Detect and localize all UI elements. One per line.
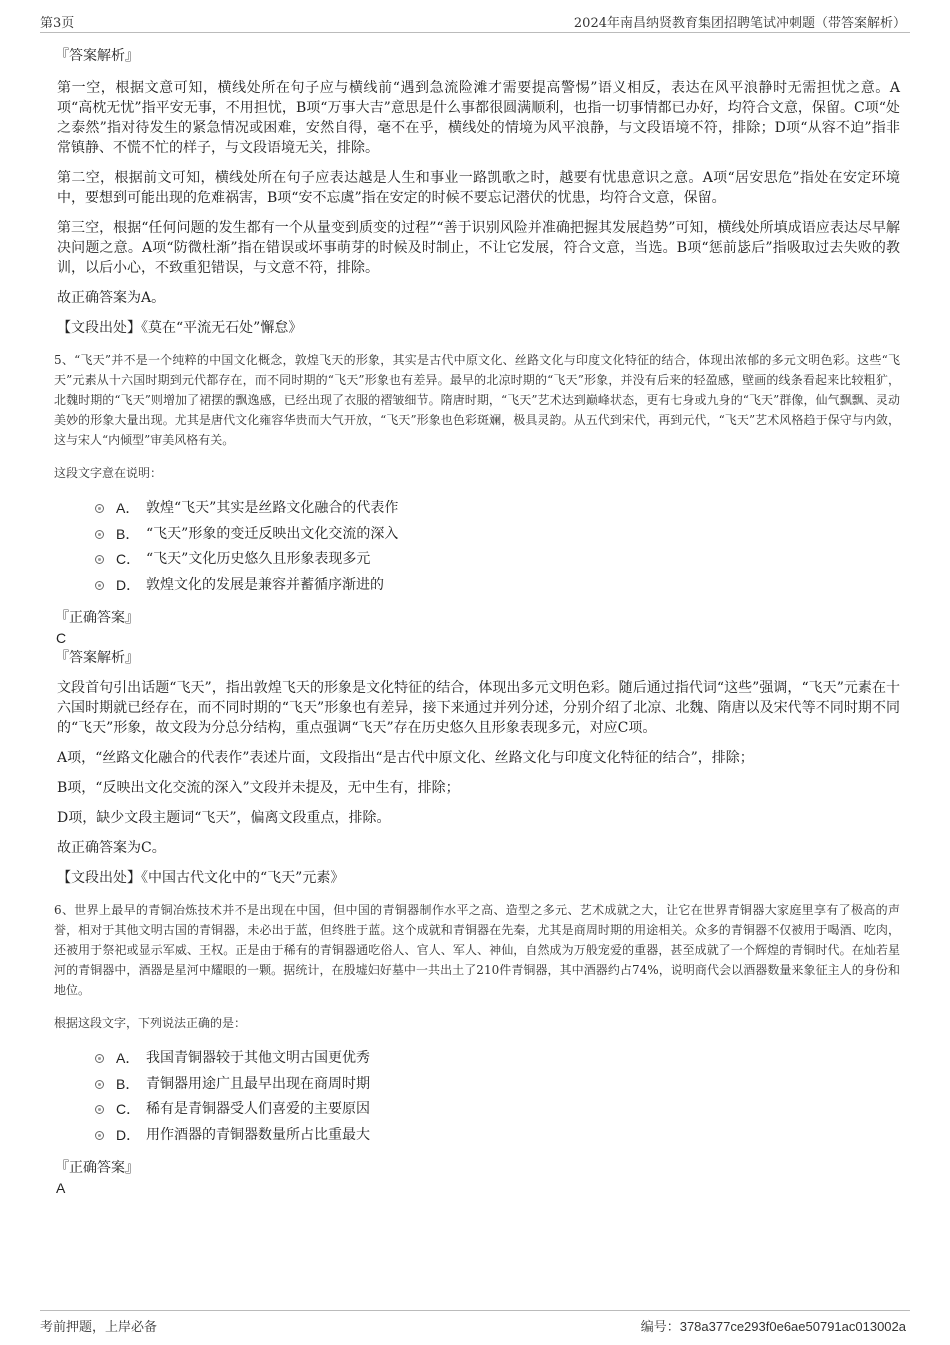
question-prompt: 这段文字意在说明：	[54, 466, 163, 480]
analysis-label: 『答案解析』	[55, 48, 139, 64]
radio-button[interactable]	[95, 530, 104, 539]
radio-button[interactable]	[95, 1105, 104, 1114]
option-letter: A．	[116, 1050, 140, 1066]
option-letter: B．	[116, 1075, 140, 1092]
option-text: 用作酒器的青铜器数量所占比重最大	[146, 1126, 370, 1143]
code-label: 编号：	[640, 1319, 680, 1334]
radio-button[interactable]	[95, 555, 104, 564]
radio-button[interactable]	[95, 1054, 104, 1063]
option-c[interactable]	[95, 547, 900, 573]
correct-answer: C	[56, 630, 67, 646]
option-text: “飞天”文化历史悠久且形象表现多元	[146, 551, 371, 567]
correct-answer: A	[56, 1180, 66, 1196]
page-header	[40, 10, 910, 33]
radio-button[interactable]	[95, 504, 104, 513]
correct-answer-label: 『正确答案』	[55, 1160, 139, 1176]
page-content	[55, 46, 900, 1198]
source-citation: 【文段出处】《中国古代文化中的“飞天”元素》	[57, 870, 345, 886]
option-letter: C．	[116, 551, 141, 567]
answer-conclusion: 故正确答案为A。	[57, 290, 166, 306]
document-code	[641, 1316, 906, 1335]
analysis-paragraph: D项，缺少文段主题词“飞天”，偏离文段重点，排除。	[57, 810, 391, 826]
correct-answer-label: 『正确答案』	[55, 610, 139, 626]
option-text: 敦煌文化的发展是兼容并蓄循序渐进的	[146, 576, 384, 593]
option-text: 敦煌“飞天”其实是丝路文化融合的代表作	[146, 500, 399, 516]
option-text: 我国青铜器较于其他文明古国更优秀	[146, 1050, 370, 1066]
question-stem: 6、世界上最早的青铜冶炼技术并不是出现在中国，但中国的青铜器制作水平之高、造型之多元、艺术成就之大，让它在世界青铜器大家庭里享有了极高的声誉，相对于其他文明古国的青铜器，未必出于蓝，但终胜于蓝。这个成就和青铜器在先秦，尤其是商周时期的用途相关。众多的青铜器不仅被用于喝酒、吃肉，还被用于祭祀或显示军威、王权。正是由于稀有的青铜器通吃俗人、官人、军人、神仙，自然成为万般宠爱的重器，甚至成就了一个辉煌的青铜时代。在灿若星河的青铜器中，酒器是星河中耀眼的一颗。据统计，在殷墟妇好墓中一共出土了210件青铜器，其中酒器约占74%，说明商代会以酒器数量来象征主人的身份和地位。	[54, 903, 900, 997]
analysis-paragraph: A项，“丝路文化融合的代表作”表述片面，文段指出“是古代中原文化、丝路文化与印度文化特征的结合”，排除；	[57, 750, 754, 766]
radio-button[interactable]	[95, 1080, 104, 1089]
radio-button[interactable]	[95, 581, 104, 590]
code-value: 378a377ce293f0e6ae50791ac013002a	[679, 1319, 906, 1334]
option-d[interactable]	[95, 573, 900, 599]
analysis-paragraph: 第一空，根据文意可知，横线处所在句子应与横线前“遇到急流险滩才需要提高警惕”语义相反，表达在风平浪静时无需担忧之意。A项“高枕无忧”指平安无事，不用担忧，B项“万事大吉”意思是什么事都很圆满顺利，也指一切事情都已办好，均符合文意，保留。C项“处之泰然”指对待发生的紧急情况或困难，安然自得，毫不在乎，横线处的情境为风平浪静，与文段语境不符，排除；D项“从容不迫”指非常镇静、不慌不忙的样子，与文段语境无关，排除。	[57, 80, 900, 156]
option-a[interactable]	[95, 1046, 900, 1072]
analysis-paragraph: 第二空，根据前文可知，横线处所在句子应表达越是人生和事业一路凯歌之时，越要有忧患意识之意。A项“居安思危”指处在安定环境中，要想到可能出现的危难祸害，B项“安不忘虞”指在安定的时候不要忘记潜伏的忧患，均符合文意，保留。	[57, 170, 900, 206]
option-text: “飞天”形象的变迁反映出文化交流的深入	[146, 525, 399, 542]
option-b[interactable]	[95, 1072, 900, 1098]
analysis-label: 『答案解析』	[55, 650, 139, 666]
page-footer	[40, 1310, 910, 1335]
question-stem: 5、“飞天”并不是一个纯粹的中国文化概念，敦煌飞天的形象，其实是古代中原文化、丝路文化与印度文化特征的结合，体现出浓郁的多元文明色彩。这些“飞天”元素从十六国时期到元代都存在，而不同时期的“飞天”形象也有差异。最早的北凉时期的“飞天”形象，并没有后来的轻盈感，壁画的线条看起来比较粗犷，北魏时期的“飞天”则增加了裙摆的飘逸感，已经出现了衣服的褶皱细节。隋唐时期，“飞天”艺术达到巅峰状态，更有七身或九身的“飞天”群像，仙气飘飘、灵动美妙的形象大量出现。尤其是唐代文化雍容华贵而大气开放，“飞天”形象也色彩斑斓，极具灵韵。从五代到宋代，再到元代，“飞天”艺术风格趋于保守与内敛，这与宋人“内倾型”审美风格有关。	[54, 353, 900, 447]
page-number: 第3页	[40, 16, 75, 31]
option-letter: C．	[116, 1101, 141, 1117]
option-text: 青铜器用途广且最早出现在商周时期	[146, 1075, 370, 1092]
analysis-paragraph: B项，“反映出文化交流的深入”文段并未提及，无中生有，排除；	[57, 780, 460, 796]
document-title: 2024年南昌纳贤教育集团招聘笔试冲刺题（带答案解析）	[573, 16, 906, 31]
option-text: 稀有是青铜器受人们喜爱的主要原因	[146, 1101, 370, 1117]
option-a[interactable]	[95, 496, 900, 522]
option-letter: D．	[116, 1126, 141, 1143]
option-letter: B．	[116, 525, 140, 542]
option-letter: D．	[116, 576, 141, 593]
radio-button[interactable]	[95, 1131, 104, 1140]
analysis-paragraph: 文段首句引出话题“飞天”，指出敦煌飞天的形象是文化特征的结合，体现出多元文明色彩。随后通过指代词“这些”强调，“飞天”元素在十六国时期就已经存在，而不同时期的“飞天”形象也有差异，接下来通过并列分述，分别介绍了北凉、北魏、隋唐以及宋代等不同时期不同的“飞天”形象，故文段为分总分结构，重点强调“飞天”存在历史悠久且形象表现多元，对应C项。	[57, 680, 900, 736]
option-d[interactable]	[95, 1123, 900, 1149]
option-letter: A．	[116, 500, 140, 516]
analysis-paragraph: 第三空，根据“任何问题的发生都有一个从量变到质变的过程”“善于识别风险并准确把握其发展趋势”可知，横线处所填成语应表达尽早解决问题之意。A项“防微杜渐”指在错误或坏事萌芽的时候及时制止，不让它发展，符合文意，当选。B项“惩前毖后”指吸取过去失败的教训，以后小心，不致重犯错误，与文意不符，排除。	[57, 220, 900, 276]
option-c[interactable]	[95, 1097, 900, 1123]
option-list	[95, 496, 900, 598]
option-list	[95, 1046, 900, 1148]
option-b[interactable]	[95, 522, 900, 548]
footer-slogan: 考前押题，上岸必备	[40, 1320, 158, 1335]
source-citation: 【文段出处】《莫在“平流无石处”懈怠》	[57, 320, 303, 336]
answer-conclusion: 故正确答案为C。	[57, 840, 166, 856]
question-prompt: 根据这段文字，下列说法正确的是：	[54, 1016, 247, 1030]
